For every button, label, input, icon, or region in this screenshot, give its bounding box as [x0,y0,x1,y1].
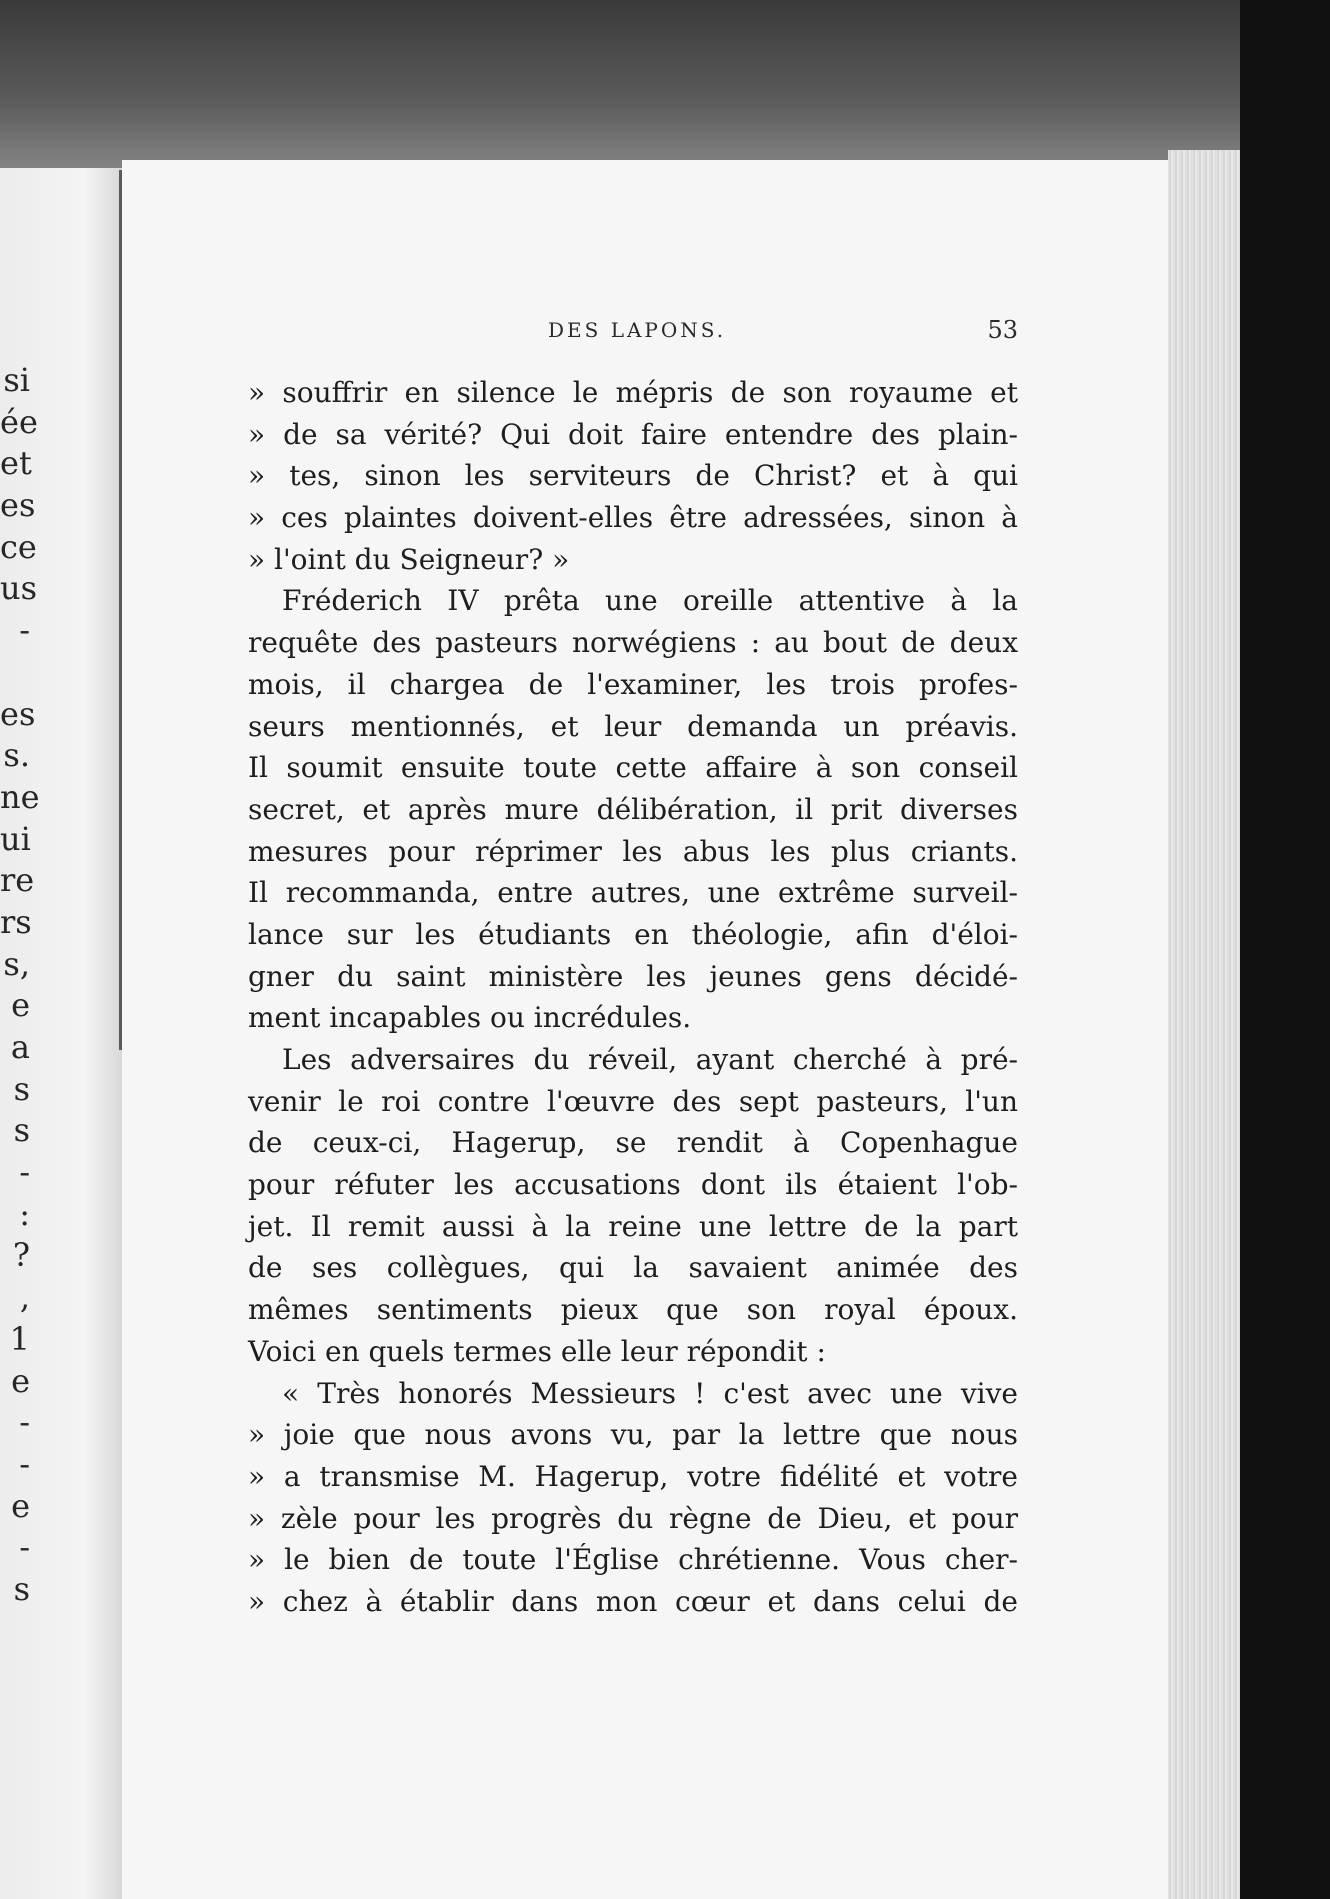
left-page-fragment: si [3,361,30,399]
text-line: » ces plaintes doivent-elles être adressées, sinon à [248,501,1018,535]
text-line: secret, et après mure délibération, il prit diverses [248,792,1018,826]
left-page-fragment: s. [3,736,30,775]
left-page-fragment: e [11,1486,30,1525]
left-page-fragment: us [0,569,38,608]
text-line: jet. Il remit aussi à la reine une lettre de la part [248,1209,1018,1243]
left-page-fragment: ui [0,819,31,858]
text-line: Fréderich IV prêta une oreille attentive à la [282,584,1018,618]
left-page-fragment: - [19,611,30,650]
text-line: » de sa vérité? Qui doit faire entendre des plain- [248,417,1018,451]
text-line: lance sur les étudiants en théologie, afin d'éloi- [248,917,1018,951]
text-line: requête des pasteurs norwégiens : au bout de deux [248,626,1018,660]
text-line: Il soumit ensuite toute cette affaire à son conseil [248,751,1018,785]
text-line: » zèle pour les progrès du règne de Dieu, et pour [248,1501,1018,1535]
text-line: » a transmise M. Hagerup, votre fidélité et votre [248,1459,1018,1493]
text-line: Il recommanda, entre autres, une extrême surveil- [248,876,1018,910]
text-line: mois, il chargea de l'examiner, les trois profes- [248,667,1018,701]
left-page-fragment: ée [0,402,38,441]
text-line: seurs mentionnés, et leur demanda un préavis. [248,709,1018,743]
text-line: » le bien de toute l'Église chrétienne. Vous cher- [248,1543,1018,1577]
left-page-fragment [0,652,30,694]
left-page-fragment: 1 [9,1319,30,1358]
text-line: » joie que nous avons vu, par la lettre que nous [248,1418,1018,1452]
scan-right-border [1240,0,1330,1899]
text-line: pour réfuter les accusations dont ils étaient l'ob- [248,1168,1018,1202]
text-line: Les adversaires du réveil, ayant cherché à pré- [282,1043,1018,1076]
text-line: de ses collègues, qui la savaient animée des [248,1251,1018,1285]
page-header [248,318,1018,348]
page-edges [1168,150,1240,1899]
text-line: ment incapables ou incrédules. [248,1001,692,1035]
page-number: 53 [987,316,1018,344]
left-page-fragment: s, [3,944,30,983]
left-page-fragment: , [19,1278,30,1317]
left-page-fragment: et [0,444,32,483]
text-line: » souffrir en silence le mépris de son royaume et [248,376,1018,409]
text-line: mêmes sentiments pieux que son royal époux. [248,1293,1018,1327]
left-page-fragment: s [13,1569,30,1608]
left-page-fragment: e [11,986,30,1025]
left-page-fragment: ce [0,527,37,566]
text-line: gner du saint ministère les jeunes gens décidé- [248,959,1018,993]
left-page-fragment: - [19,1403,30,1442]
left-page-fragment: s [13,1111,30,1150]
text-line: » tes, sinon les serviteurs de Christ? et à qui [248,459,1018,493]
text-line: Voici en quels termes elle leur répondit : [248,1334,826,1368]
text-line: » l'oint du Seigneur? » [248,542,570,576]
scan-top-shadow [0,0,1240,178]
left-page-fragment: - [19,1444,30,1483]
left-page-fragment: rs [0,902,32,941]
left-page-fragment: es [0,486,36,525]
text-line: mesures pour réprimer les abus les plus criants. [248,834,1018,868]
left-page-fragment: a [10,1028,30,1066]
left-page-fragment: re [0,861,35,900]
left-page-fragment: es [0,694,36,733]
text-line: de ceux-ci, Hagerup, se rendit à Copenhague [248,1126,1018,1160]
left-page-fragment: : [19,1194,30,1233]
text-line: venir le roi contre l'œuvre des sept pasteurs, l'un [248,1084,1018,1118]
left-page-fragment: e [11,1361,30,1400]
text-line: » chez à établir dans mon cœur et dans celui de [248,1584,1018,1618]
running-head: DES LAPONS. [548,318,727,342]
text-line: « Très honorés Messieurs ! c'est avec une vive [282,1376,1018,1410]
left-page-fragment: ne [0,777,40,816]
left-page-fragment: - [19,1153,30,1192]
left-page-fragment: s [13,1069,30,1108]
left-page-text-fragments [0,360,40,1611]
page-body-text [248,372,1018,1623]
left-page-fragment: - [19,1528,30,1567]
left-page-fragment: ? [12,1236,30,1275]
